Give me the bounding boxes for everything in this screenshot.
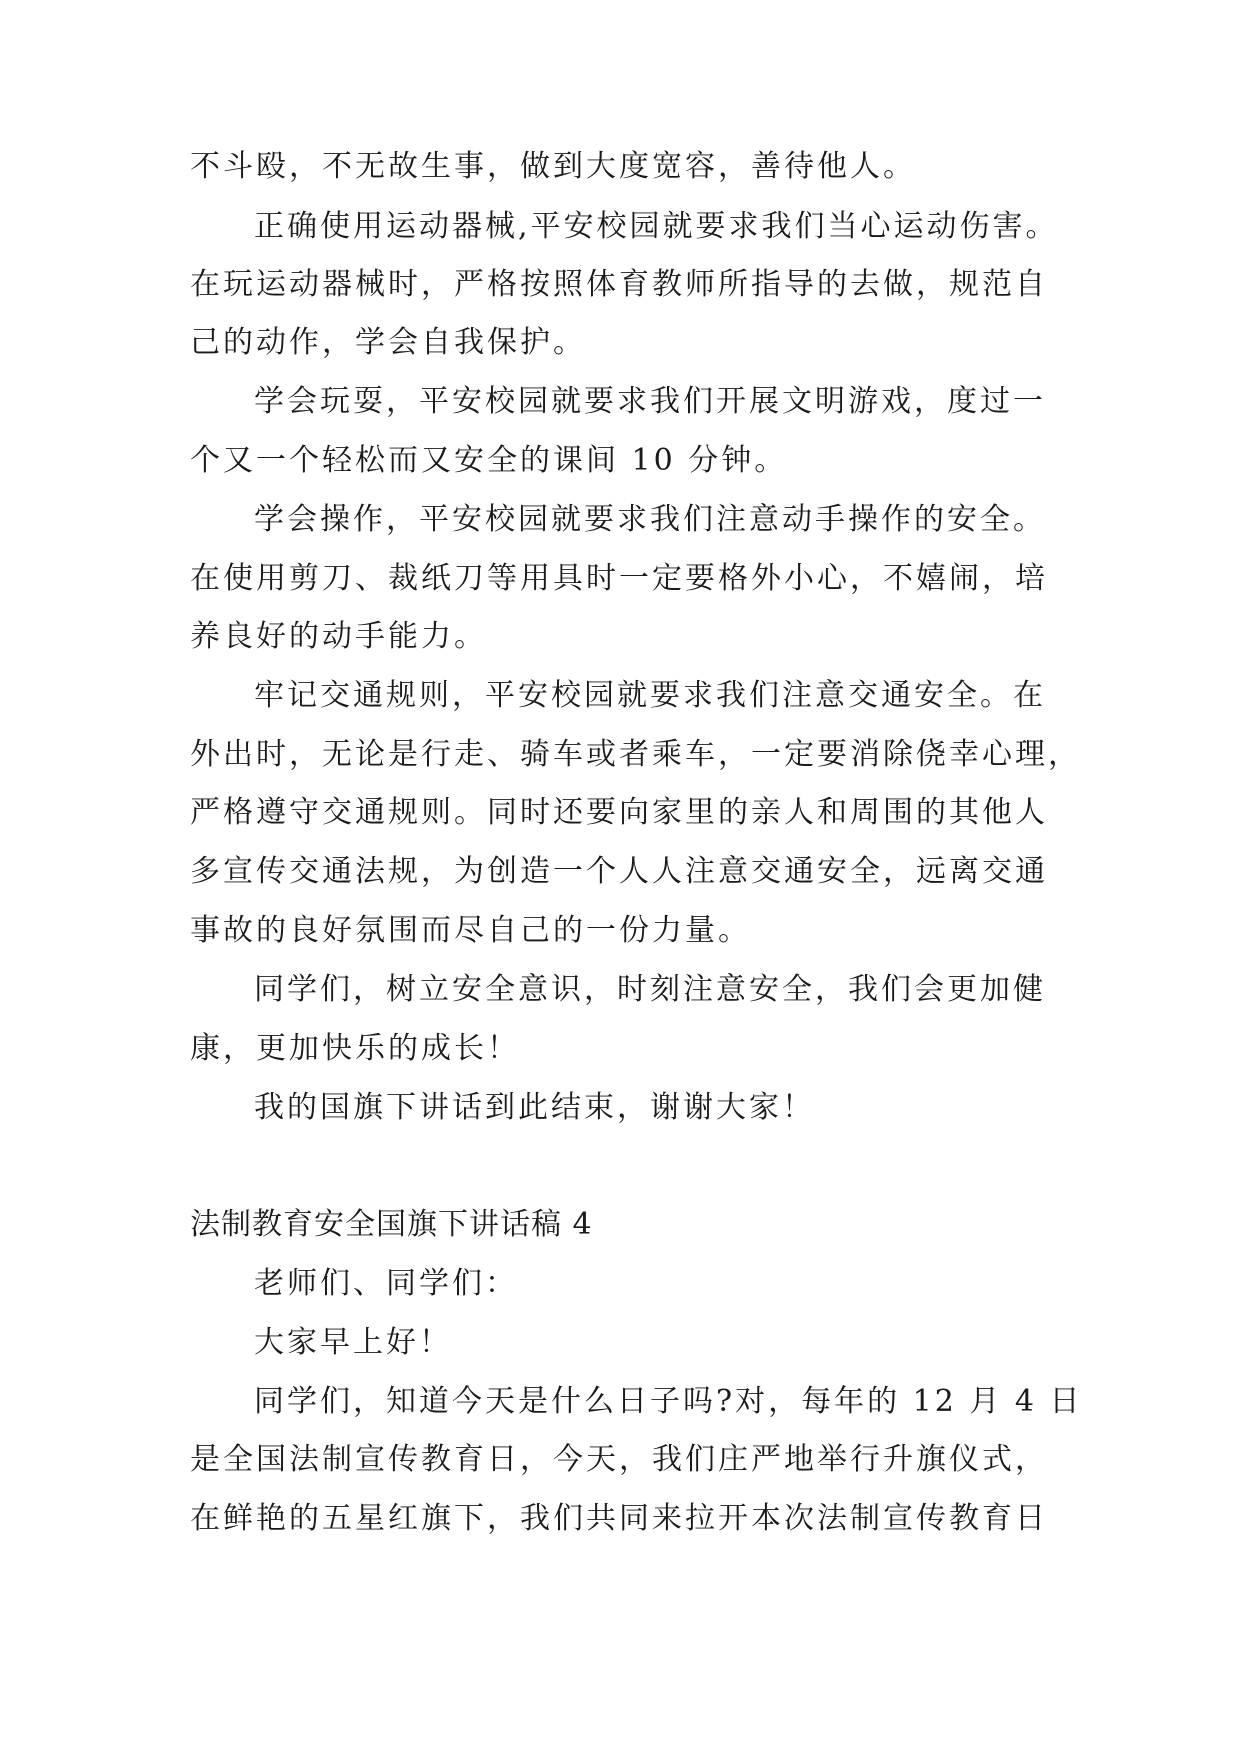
text-line: 个又一个轻松而又安全的课间 10 分钟。 bbox=[190, 443, 788, 478]
text-line: 在玩运动器械时，严格按照体育教师所指导的去做，规范自 bbox=[190, 267, 1048, 302]
greeting: 大家早上好！ bbox=[254, 1325, 452, 1360]
text-line: 严格遵守交通规则。同时还要向家里的亲人和周围的其他人 bbox=[190, 795, 1048, 830]
text-line: 多宣传交通法规，为创造一个人人注意交通安全，远离交通 bbox=[190, 854, 1048, 889]
paragraph-start: 正确使用运动器械,平安校园就要求我们当心运动伤害。 bbox=[254, 209, 1059, 244]
paragraph-start: 我的国旗下讲话到此结束，谢谢大家！ bbox=[254, 1090, 815, 1125]
salutation: 老师们、同学们： bbox=[254, 1266, 518, 1301]
text-line: 康，更加快乐的成长！ bbox=[190, 1031, 520, 1066]
paragraph-start: 同学们，知道今天是什么日子吗?对，每年的 12 月 4 日 bbox=[254, 1384, 1083, 1419]
paragraph-start: 学会玩耍，平安校园就要求我们开展文明游戏，度过一 bbox=[254, 384, 1046, 419]
paragraph-start: 同学们，树立安全意识，时刻注意安全，我们会更加健 bbox=[254, 972, 1046, 1007]
section-heading: 法制教育安全国旗下讲话稿 4 bbox=[190, 1207, 593, 1242]
text-line: 事故的良好氛围而尽自己的一份力量。 bbox=[190, 913, 751, 948]
paragraph-start: 牢记交通规则，平安校园就要求我们注意交通安全。在 bbox=[254, 678, 1046, 713]
text-line: 在鲜艳的五星红旗下，我们共同来拉开本次法制宣传教育日 bbox=[190, 1501, 1048, 1536]
text-line: 己的动作，学会自我保护。 bbox=[190, 325, 586, 360]
text-line: 养良好的动手能力。 bbox=[190, 619, 487, 654]
text-line: 外出时，无论是行走、骑车或者乘车，一定要消除侥幸心理， bbox=[190, 737, 1081, 772]
paragraph-start: 学会操作，平安校园就要求我们注意动手操作的安全。 bbox=[254, 502, 1046, 537]
text-line: 不斗殴，不无故生事，做到大度宽容，善待他人。 bbox=[190, 149, 916, 184]
text-line: 在使用剪刀、裁纸刀等用具时一定要格外小心，不嬉闹，培 bbox=[190, 561, 1048, 596]
text-line: 是全国法制宣传教育日，今天，我们庄严地举行升旗仪式， bbox=[190, 1442, 1048, 1477]
